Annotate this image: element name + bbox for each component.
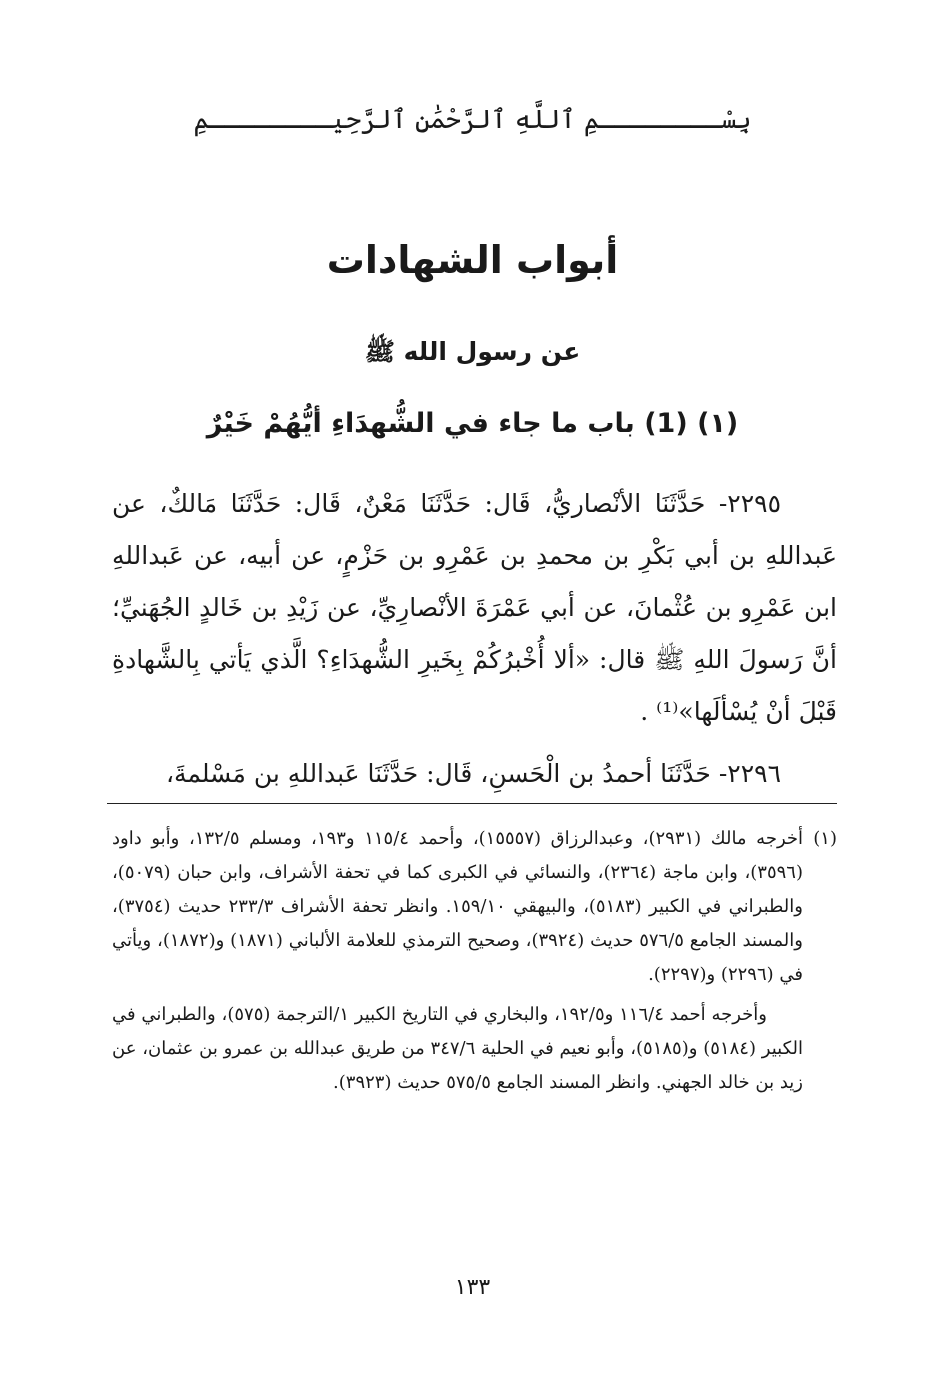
basmala-header: بِسْــــــــمِ ٱللَّهِ ٱلرَّحْمَٰنِ ٱلرَّحِيــــــــمِ (193, 105, 752, 135)
footnote-1-continuation: وأخرجه أحمد ١١٦/٤ و١٩٢/٥، والبخاري في التاريخ الكبير ١/الترجمة (٥٧٥)، والطبراني في الكبير (٥١٨٤) و(٥١٨٥)، وأبو نعيم في الحلية ٣٤٧/٦ من طريق عبدالله بن عمرو بن عثمان، عن زيد بن خالد الجهني. وانظر المسند الجامع ٥٧٥/٥ حديث (٣٩٢٣). (112, 1004, 803, 1093)
page-number: ١٣٣ (454, 1275, 491, 1300)
footnote-1 (112, 822, 837, 992)
book-title: أبواب الشهادات (326, 238, 619, 282)
subtitle: عن رسول الله ﷺ (364, 337, 581, 366)
footnote-1-text: أخرجه مالك (٢٩٣١)، وعبدالرزاق (١٥٥٥٧)، وأحمد ١١٥/٤ و١٩٣، ومسلم ١٣٢/٥، وأبو داود (٣٥٩٦)، وابن ماجة (٢٣٦٤)، والنسائي في الكبرى كما في تحفة الأشراف، وابن حبان (٥٠٧٩)، والطبراني في الكبير (٥١٨٣)، والبيهقي ١٥٩/١٠. وانظر تحفة الأشراف ٢٣٣/٣ حديث (٣٧٥٤)، والمسند الجامع ٥٧٦/٥ حديث (٣٩٢٤)، وصحيح الترمذي للعلامة الألباني (١٨٧١) و(١٨٧٢)، ويأتي في (٢٢٩٦) و(٢٢٩٧). (112, 828, 804, 985)
footnote-divider (107, 803, 837, 804)
footnotes (112, 822, 837, 1100)
hadith-2295: ٢٢٩٥- حَدَّثَنَا الأنْصاريُّ، قَال: حَدَّثَنَا مَعْنٌ، قَال: حَدَّثَنَا مَالكٌ، عن عَبداللهِ بن أبي بَكْرِ بن محمدِ بن عَمْرِو بن حَزْمٍ، عن أبيه، عن عَبداللهِ ابن عَمْرِو بن عُثْمانَ، عن أبي عَمْرَةَ الأنْصارِيِّ، عن زَيْدِ بن خَالدٍ الجُهَنيِّ؛ أنَّ رَسولَ اللهِ ﷺ قال: «ألا أُخْبرُكُمْ بِخَيرِ الشُّهدَاءِ؟ الَّذي يَأتي بِالشَّهادةِ قَبْلَ أنْ يُسْألَها»⁽¹⁾ . (112, 489, 837, 726)
main-text (112, 478, 837, 800)
hadith-2296: ٢٢٩٦- حَدَّثَنَا أحمدُ بن الْحَسنِ، قَال: حَدَّثَنَا عَبداللهِ بن مَسْلمةَ، (165, 759, 781, 788)
footnote-1-number: (١) (813, 828, 837, 849)
chapter-heading: (١) (1) باب ما جاء في الشُّهدَاءِ أيُّهُمْ خَيْرٌ (206, 408, 739, 439)
